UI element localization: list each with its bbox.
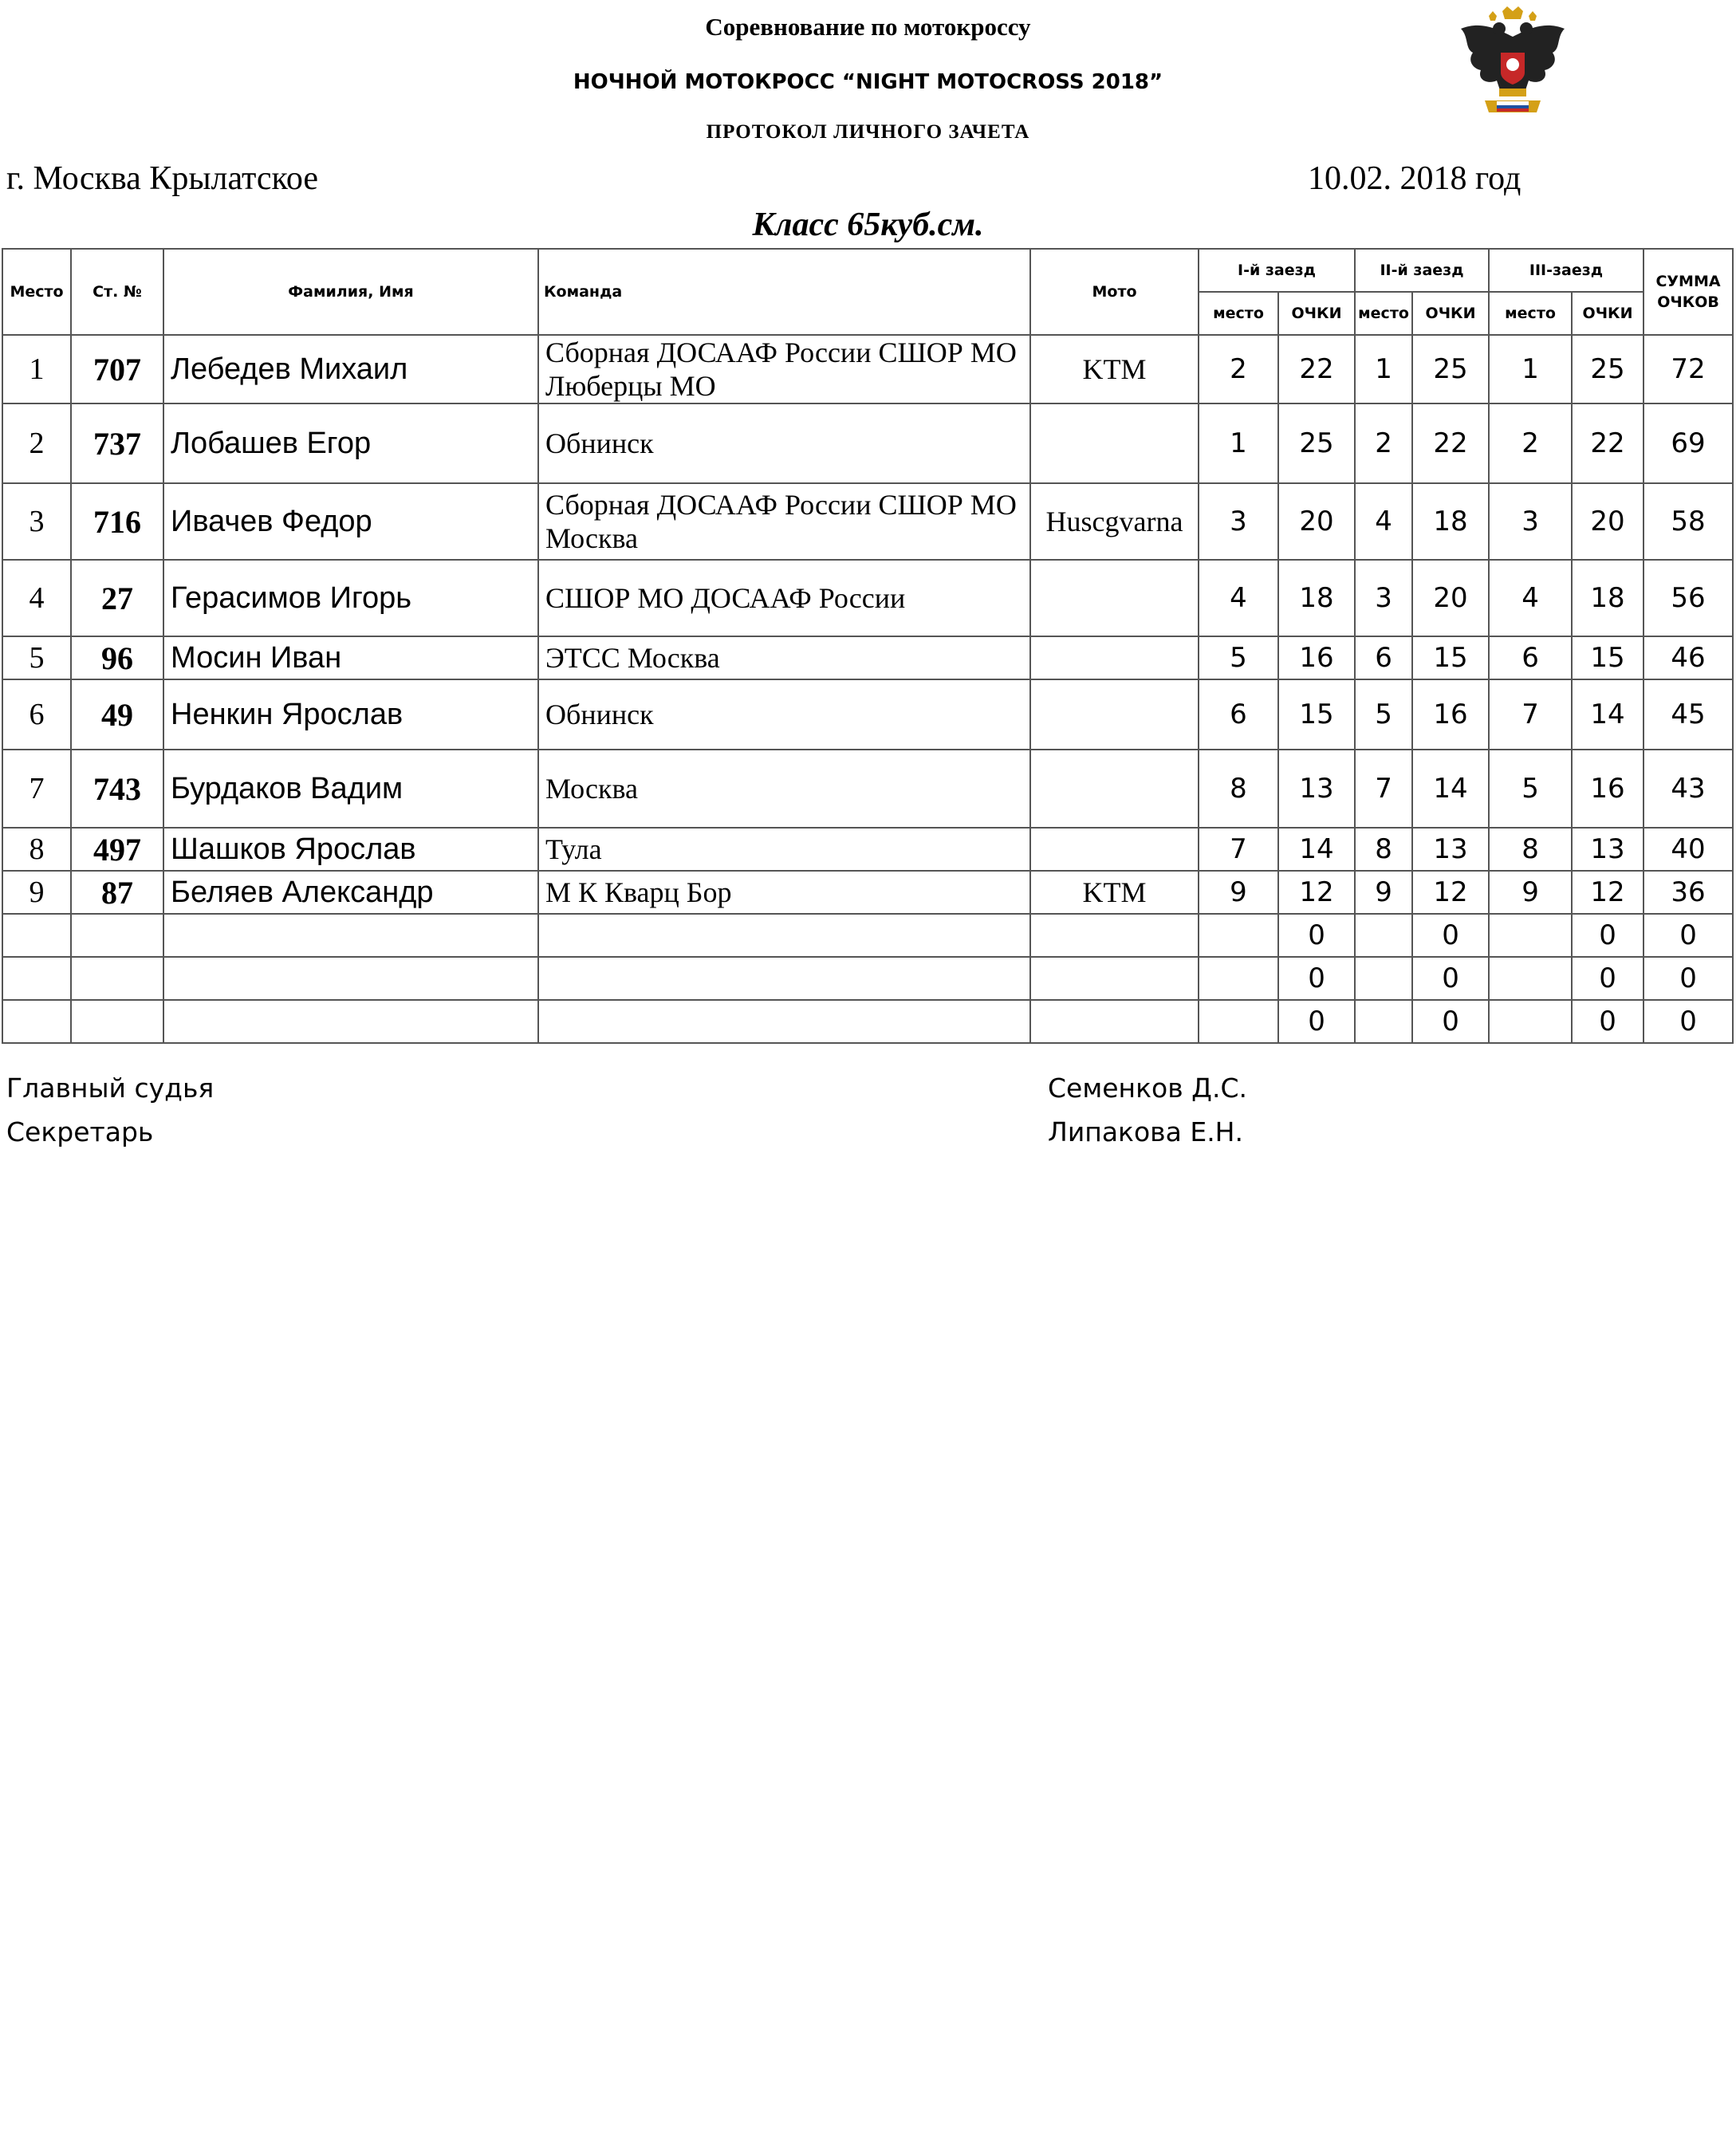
cell-no: 707 [71, 335, 163, 403]
cell-sum: 36 [1643, 871, 1733, 914]
cell-h2s: 0 [1412, 914, 1489, 957]
cell-h1s: 12 [1278, 871, 1355, 914]
cell-no: 497 [71, 828, 163, 871]
cell-sum: 69 [1643, 403, 1733, 483]
cell-moto [1030, 957, 1199, 1000]
cell-place [2, 957, 71, 1000]
cell-h1s: 13 [1278, 750, 1355, 828]
cell-name: Бурдаков Вадим [163, 750, 538, 828]
cell-name: Герасимов Игорь [163, 560, 538, 636]
cell-name [163, 1000, 538, 1043]
cell-sum: 40 [1643, 828, 1733, 871]
cell-name: Мосин Иван [163, 636, 538, 679]
col-heat2-place: место [1355, 292, 1412, 335]
cell-h1s: 0 [1278, 914, 1355, 957]
cell-sum: 45 [1643, 679, 1733, 750]
cell-h1s: 0 [1278, 957, 1355, 1000]
col-heat3-place: место [1489, 292, 1572, 335]
col-heat2-points: ОЧКИ [1412, 292, 1489, 335]
cell-h2s: 25 [1412, 335, 1489, 403]
col-name: Фамилия, Имя [163, 249, 538, 335]
cell-name: Лебедев Михаил [163, 335, 538, 403]
event-date: 10.02. 2018 год [1308, 160, 1521, 197]
table-row [2, 679, 1733, 750]
cell-team: СШОР МО ДОСААФ России [538, 560, 1030, 636]
cell-h2s: 0 [1412, 1000, 1489, 1043]
cell-no: 743 [71, 750, 163, 828]
cell-h1s: 18 [1278, 560, 1355, 636]
cell-h3s: 18 [1572, 560, 1643, 636]
cell-no [71, 957, 163, 1000]
cell-h2s: 18 [1412, 483, 1489, 560]
cell-name: Ивачев Федор [163, 483, 538, 560]
double-headed-eagle-emblem [1453, 5, 1573, 124]
cell-h2p: 9 [1355, 871, 1412, 914]
cell-h2p: 4 [1355, 483, 1412, 560]
cell-moto [1030, 750, 1199, 828]
cell-h2p: 3 [1355, 560, 1412, 636]
table-row [2, 871, 1733, 914]
col-sum: СУММА ОЧКОВ [1643, 249, 1733, 335]
cell-h3p: 5 [1489, 750, 1572, 828]
cell-no: 87 [71, 871, 163, 914]
table-row [2, 750, 1733, 828]
cell-h3p: 7 [1489, 679, 1572, 750]
cell-no: 49 [71, 679, 163, 750]
cell-sum: 46 [1643, 636, 1733, 679]
cell-h3p [1489, 957, 1572, 1000]
event-title: НОЧНОЙ МОТОКРОСС “NIGHT MOTOCROSS 2018” [573, 70, 1163, 94]
cell-h2p: 2 [1355, 403, 1412, 483]
cell-moto [1030, 828, 1199, 871]
cell-name: Лобашев Егор [163, 403, 538, 483]
cell-place: 2 [2, 403, 71, 483]
cell-no: 27 [71, 560, 163, 636]
cell-h3p: 4 [1489, 560, 1572, 636]
cell-h2s: 14 [1412, 750, 1489, 828]
cell-h1s: 16 [1278, 636, 1355, 679]
cell-h3s: 25 [1572, 335, 1643, 403]
cell-h2s: 13 [1412, 828, 1489, 871]
cell-place [2, 1000, 71, 1043]
cell-h1p: 8 [1199, 750, 1278, 828]
cell-no: 716 [71, 483, 163, 560]
cell-team: Обнинск [538, 403, 1030, 483]
competition-title: Соревнование по мотокроссу [705, 13, 1031, 41]
cell-place: 5 [2, 636, 71, 679]
cell-sum: 43 [1643, 750, 1733, 828]
col-heat1-points: ОЧКИ [1278, 292, 1355, 335]
cell-h3s: 0 [1572, 957, 1643, 1000]
cell-h2s: 0 [1412, 957, 1489, 1000]
cell-place: 6 [2, 679, 71, 750]
cell-team [538, 1000, 1030, 1043]
table-row [2, 957, 1733, 1000]
col-heat3: III-заезд [1489, 249, 1643, 292]
location: г. Москва Крылатское [6, 160, 318, 197]
cell-no: 96 [71, 636, 163, 679]
cell-h1s: 0 [1278, 1000, 1355, 1043]
cell-moto: KTM [1030, 871, 1199, 914]
cell-h3s: 22 [1572, 403, 1643, 483]
cell-name: Беляев Александр [163, 871, 538, 914]
cell-h1p: 7 [1199, 828, 1278, 871]
cell-h3p: 6 [1489, 636, 1572, 679]
cell-team: Сборная ДОСААФ России СШОР МО Москва [538, 483, 1030, 560]
cell-h1p: 9 [1199, 871, 1278, 914]
col-place: Место [2, 249, 71, 335]
cell-h1p [1199, 957, 1278, 1000]
col-heat3-points: ОЧКИ [1572, 292, 1643, 335]
cell-h1p: 3 [1199, 483, 1278, 560]
judge-label: Главный судья [6, 1073, 215, 1104]
cell-sum: 56 [1643, 560, 1733, 636]
cell-no: 737 [71, 403, 163, 483]
table-row [2, 335, 1733, 403]
col-heat1-place: место [1199, 292, 1278, 335]
cell-team: М К Кварц Бор [538, 871, 1030, 914]
table-row [2, 636, 1733, 679]
cell-place: 8 [2, 828, 71, 871]
cell-place: 7 [2, 750, 71, 828]
results-table [2, 248, 1734, 1044]
cell-h3s: 14 [1572, 679, 1643, 750]
cell-name: Шашков Ярослав [163, 828, 538, 871]
cell-h1p: 1 [1199, 403, 1278, 483]
cell-team [538, 957, 1030, 1000]
secretary-name: Липакова Е.Н. [1048, 1116, 1243, 1147]
cell-h1p: 4 [1199, 560, 1278, 636]
cell-place: 3 [2, 483, 71, 560]
cell-moto: KTM [1030, 335, 1199, 403]
cell-moto [1030, 679, 1199, 750]
cell-h3s: 13 [1572, 828, 1643, 871]
cell-name: Ненкин Ярослав [163, 679, 538, 750]
cell-h3s: 15 [1572, 636, 1643, 679]
cell-moto [1030, 403, 1199, 483]
cell-moto [1030, 1000, 1199, 1043]
cell-h2p [1355, 1000, 1412, 1043]
cell-moto [1030, 914, 1199, 957]
cell-name [163, 957, 538, 1000]
cell-h2p: 7 [1355, 750, 1412, 828]
judge-name: Семенков Д.С. [1048, 1073, 1247, 1104]
cell-place: 4 [2, 560, 71, 636]
cell-name [163, 914, 538, 957]
table-row [2, 1000, 1733, 1043]
cell-h1p: 5 [1199, 636, 1278, 679]
cell-place: 1 [2, 335, 71, 403]
cell-h1s: 14 [1278, 828, 1355, 871]
cell-h2p: 8 [1355, 828, 1412, 871]
cell-h3p [1489, 1000, 1572, 1043]
cell-team: Москва [538, 750, 1030, 828]
col-start-no: Ст. № [71, 249, 163, 335]
cell-sum: 58 [1643, 483, 1733, 560]
cell-team: Обнинск [538, 679, 1030, 750]
cell-moto [1030, 560, 1199, 636]
cell-h3s: 16 [1572, 750, 1643, 828]
cell-h1s: 22 [1278, 335, 1355, 403]
cell-no [71, 1000, 163, 1043]
cell-sum: 0 [1643, 914, 1733, 957]
cell-h3p: 3 [1489, 483, 1572, 560]
cell-moto [1030, 636, 1199, 679]
cell-team: ЭТСС Москва [538, 636, 1030, 679]
cell-place: 9 [2, 871, 71, 914]
cell-h3s: 0 [1572, 1000, 1643, 1043]
protocol-title: ПРОТОКОЛ ЛИЧНОГО ЗАЧЕТА [706, 121, 1030, 143]
cell-h1s: 25 [1278, 403, 1355, 483]
table-row [2, 403, 1733, 483]
cell-h2p [1355, 957, 1412, 1000]
cell-h1p [1199, 914, 1278, 957]
cell-sum: 72 [1643, 335, 1733, 403]
cell-h2p: 6 [1355, 636, 1412, 679]
cell-team [538, 914, 1030, 957]
cell-h2s: 15 [1412, 636, 1489, 679]
cell-h1p: 2 [1199, 335, 1278, 403]
col-heat1: I-й заезд [1199, 249, 1355, 292]
cell-h3p: 8 [1489, 828, 1572, 871]
cell-h1p [1199, 1000, 1278, 1043]
cell-sum: 0 [1643, 957, 1733, 1000]
col-team: Команда [538, 249, 1030, 335]
cell-h3s: 0 [1572, 914, 1643, 957]
cell-h2s: 22 [1412, 403, 1489, 483]
table-row [2, 914, 1733, 957]
secretary-label: Секретарь [6, 1116, 154, 1147]
cell-team: Сборная ДОСААФ России СШОР МО Люберцы МО [538, 335, 1030, 403]
table-row [2, 483, 1733, 560]
cell-h3p: 9 [1489, 871, 1572, 914]
cell-moto: Huscgvarna [1030, 483, 1199, 560]
col-moto: Мото [1030, 249, 1199, 335]
table-row [2, 828, 1733, 871]
cell-h2s: 16 [1412, 679, 1489, 750]
cell-h2s: 12 [1412, 871, 1489, 914]
table-row [2, 560, 1733, 636]
cell-h3p [1489, 914, 1572, 957]
cell-h3s: 20 [1572, 483, 1643, 560]
col-heat2: II-й заезд [1355, 249, 1489, 292]
cell-h3s: 12 [1572, 871, 1643, 914]
cell-h3p: 1 [1489, 335, 1572, 403]
cell-team: Тула [538, 828, 1030, 871]
cell-no [71, 914, 163, 957]
cell-h1p: 6 [1199, 679, 1278, 750]
cell-h2p: 5 [1355, 679, 1412, 750]
cell-h2p: 1 [1355, 335, 1412, 403]
class-title: Класс 65куб.см. [752, 207, 984, 243]
cell-h1s: 20 [1278, 483, 1355, 560]
cell-sum: 0 [1643, 1000, 1733, 1043]
cell-place [2, 914, 71, 957]
cell-h2p [1355, 914, 1412, 957]
cell-h3p: 2 [1489, 403, 1572, 483]
cell-h2s: 20 [1412, 560, 1489, 636]
cell-h1s: 15 [1278, 679, 1355, 750]
